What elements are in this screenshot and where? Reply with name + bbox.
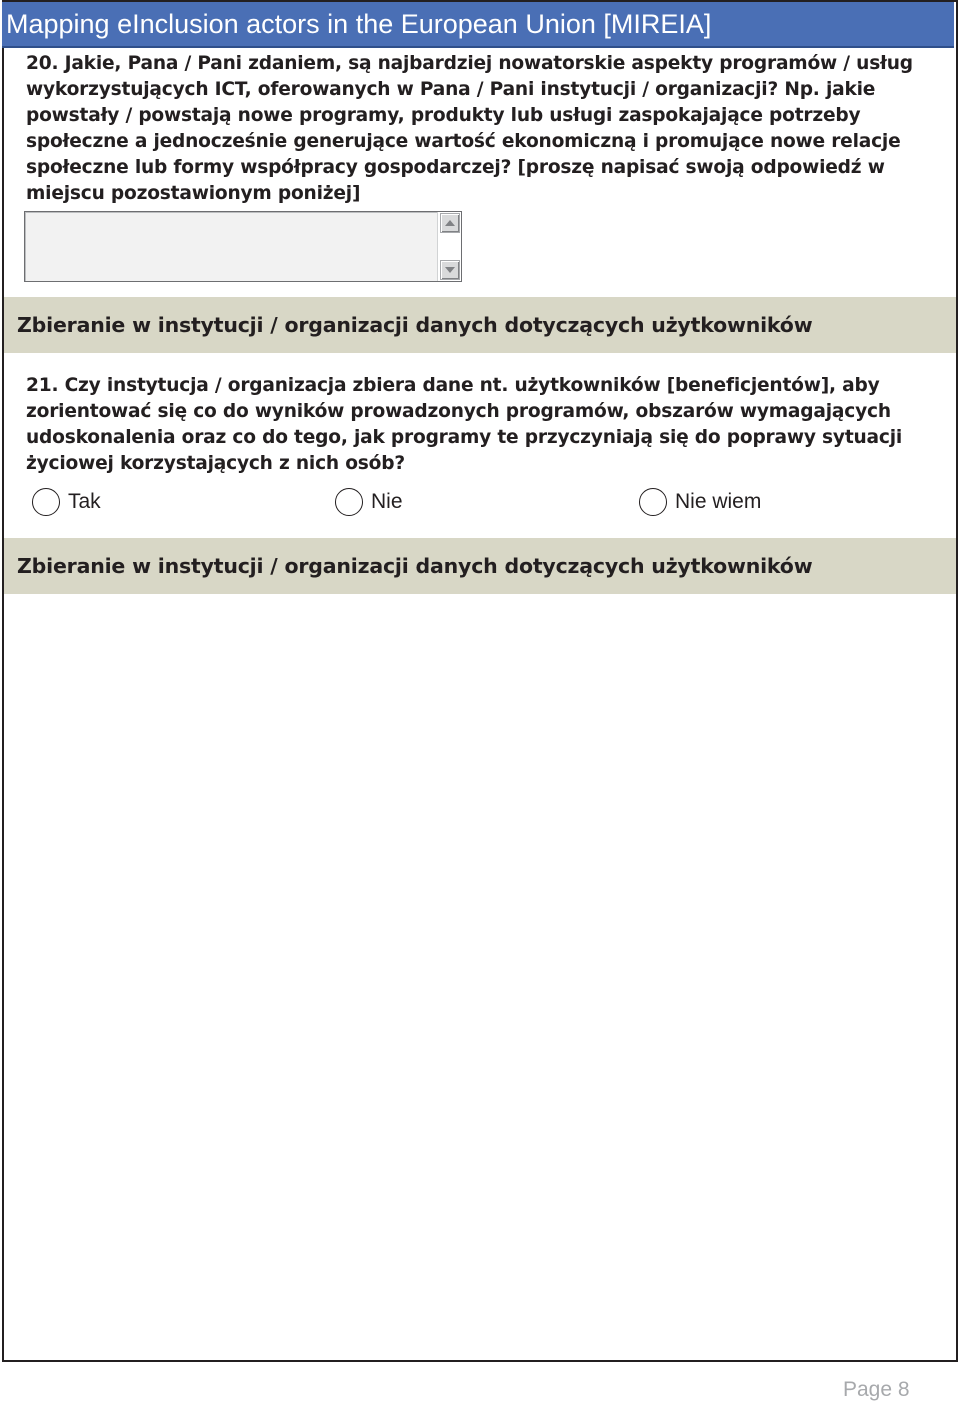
arrow-down-icon <box>445 267 455 273</box>
radio-label-tak: Tak <box>68 490 101 513</box>
survey-title: Mapping eInclusion actors in the European Union [MIREIA] <box>2 2 954 48</box>
page-number: Page 8 <box>843 1378 910 1401</box>
question-20-text: 20. Jakie, Pana / Pani zdaniem, są najbardziej nowatorskie aspekty programów / usług wykorzystujących ICT, oferowanych w Pana / Pani instytucji / organizacji? Np. jakie powstały / powstają nowe programy, produkty lub usługi zaspokajające potrzeby społeczne a jednocześnie generujące wartość ekonomiczną i promujące nowe relacje społeczne lub formy współpracy gospodarczej? [proszę napisać swoją odpowiedź w miejscu pozostawionym poniżej] <box>26 53 913 204</box>
scroll-up-button[interactable] <box>440 213 460 233</box>
radio-option-nie[interactable] <box>335 487 403 517</box>
arrow-up-icon <box>445 220 455 226</box>
radio-circle-icon[interactable] <box>639 488 667 516</box>
radio-label-nie-wiem: Nie wiem <box>675 490 762 513</box>
scroll-down-button[interactable] <box>440 260 460 280</box>
radio-circle-icon[interactable] <box>335 488 363 516</box>
question-21-text: 21. Czy instytucja / organizacja zbiera dane nt. użytkowników [beneficjentów], aby zorientować się co do wyników prowadzonych programów, obszarów wymagających udoskonalenia oraz co do tego, jak programy te przyczyniają się do poprawy sytuacji życiowej korzystających z nich osób? <box>26 375 903 474</box>
answer-scrollbar[interactable] <box>437 212 461 281</box>
section-heading-user-data-2: Zbieranie w instytucji / organizacji danych dotyczących użytkowników <box>4 538 956 594</box>
question-20-answer-textarea[interactable] <box>24 211 462 282</box>
radio-option-tak[interactable] <box>32 487 101 517</box>
radio-option-nie-wiem[interactable] <box>639 487 761 517</box>
radio-circle-icon[interactable] <box>32 488 60 516</box>
radio-label-nie: Nie <box>371 490 403 513</box>
section-heading-user-data: Zbieranie w instytucji / organizacji danych dotyczących użytkowników <box>4 297 956 353</box>
